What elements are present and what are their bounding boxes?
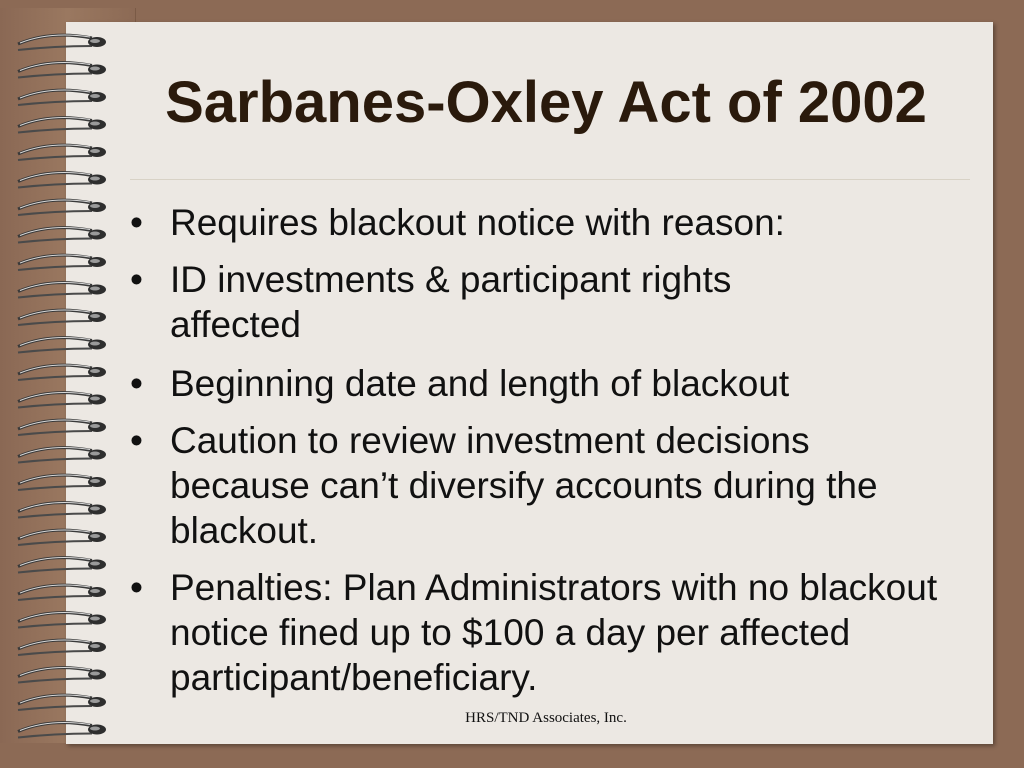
bullet-text: Beginning date and length of blackout [170, 363, 790, 404]
slide-title: Sarbanes-Oxley Act of 2002 [165, 70, 927, 135]
bullet-item [124, 418, 984, 553]
bullet-dot: • [130, 363, 143, 404]
spiral-ring [18, 530, 106, 545]
spiral-ring [18, 255, 106, 270]
bullet-item [124, 200, 984, 245]
spiral-ring [18, 200, 106, 215]
spiral-ring [18, 640, 106, 655]
bullet-item [124, 565, 984, 700]
bullet-item [124, 361, 984, 406]
spiral-ring [18, 613, 106, 628]
bullet-text: Penalties: Plan Administrators with no blackout notice fined up to $100 a day per affected participant/beneficiary. [170, 567, 938, 698]
footer-credit: HRS/TND Associates, Inc. [465, 710, 627, 726]
bullet-item [124, 257, 984, 347]
spiral-ring [18, 228, 106, 243]
spiral-ring [18, 695, 106, 710]
bullet-dot: • [130, 202, 143, 243]
spiral-ring [18, 310, 106, 325]
spiral-ring [18, 35, 106, 50]
spiral-ring [18, 668, 106, 683]
bullet-text: Caution to review investment decisions because can’t diversify accounts during the blackout. [170, 420, 878, 551]
bullet-dot: • [130, 420, 143, 461]
bullet-text: Requires blackout notice with reason: [170, 202, 785, 243]
spiral-ring [18, 503, 106, 518]
bullet-dot: • [130, 259, 143, 300]
spiral-ring [18, 448, 106, 463]
bullet-dot: • [130, 567, 143, 608]
spiral-ring [18, 338, 106, 353]
spiral-ring [18, 145, 106, 160]
bullet-text: ID investments & participant rights affected [170, 259, 732, 345]
spiral-ring [18, 558, 106, 573]
title-divider [130, 179, 970, 180]
spiral-ring [18, 475, 106, 490]
spiral-ring [18, 365, 106, 380]
spiral-ring [18, 393, 106, 408]
spiral-ring [18, 585, 106, 600]
bullet-list [124, 200, 984, 712]
spiral-ring [18, 420, 106, 435]
spiral-ring [18, 283, 106, 298]
spiral-ring [18, 173, 106, 188]
